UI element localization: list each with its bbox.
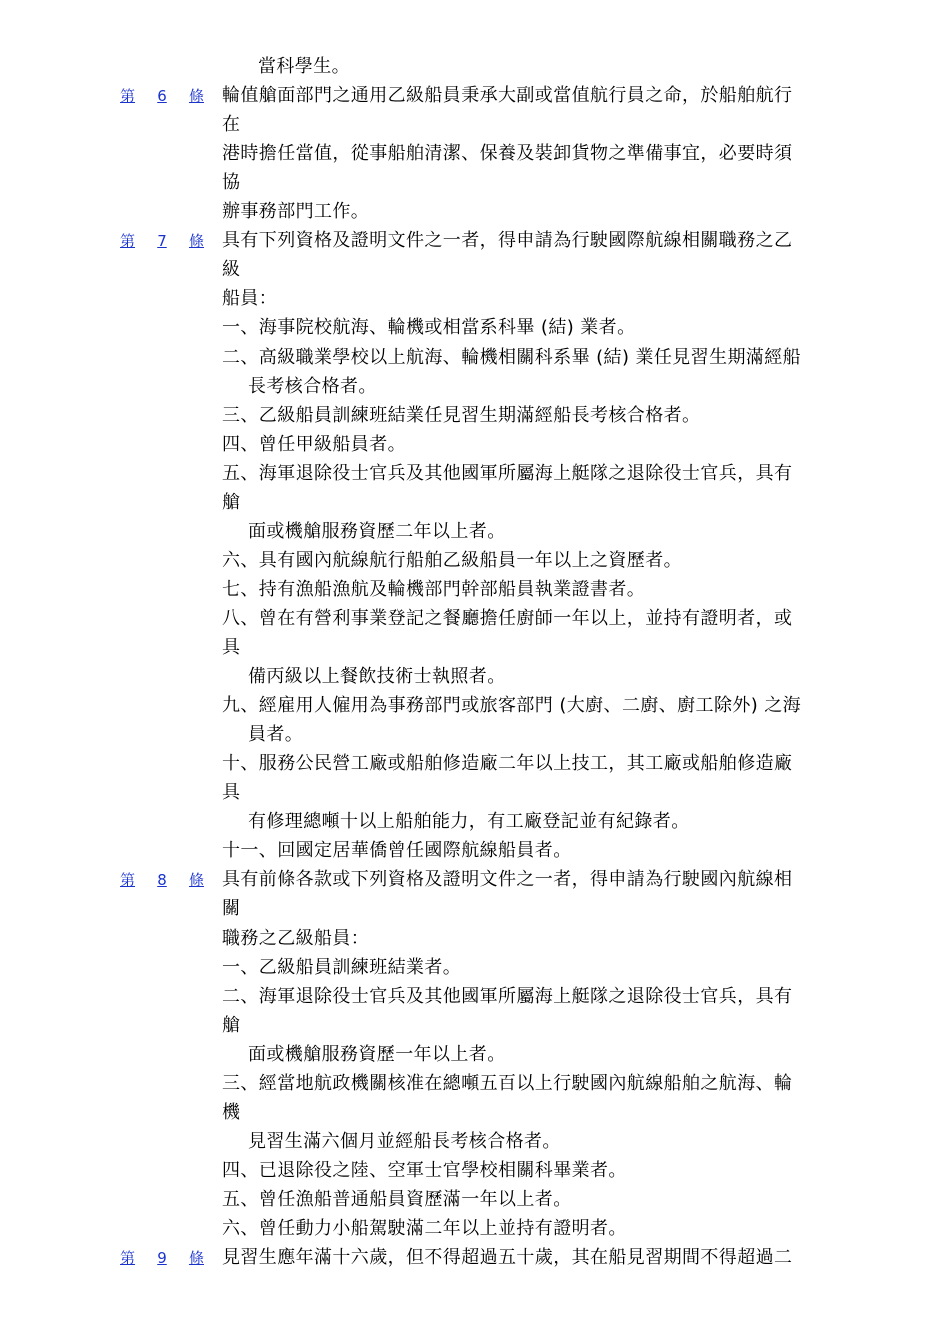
article-label-post: 條 <box>188 1249 204 1268</box>
art8-line: 三、經當地航政機關核准在總噸五百以上行駛國內航線船舶之航海、輪 <box>222 1072 793 1094</box>
cont-line: 當科學生。 <box>258 56 350 77</box>
art8-line: 面或機艙服務資歷一年以上者。 <box>248 1043 506 1065</box>
art7-line: 船員： <box>222 288 278 310</box>
art7-line: 十一、回國定居華僑曾任國際航線船員者。 <box>222 840 572 862</box>
article-label-pre: 第 <box>120 232 136 251</box>
art8-line: 職務之乙級船員： <box>222 927 370 949</box>
art6-line: 辦事務部門工作。 <box>222 201 370 223</box>
art8-line: 五、曾任漁船普通船員資歷滿一年以上者。 <box>222 1188 572 1210</box>
art8-line: 見習生滿六個月並經船長考核合格者。 <box>248 1130 561 1152</box>
article-7-link[interactable] <box>120 230 204 252</box>
art6-line: 輪值艙面部門之通用乙級船員秉承大副或當值航行員之命，於船舶航行 <box>222 85 793 107</box>
art7-line: 面或機艙服務資歷二年以上者。 <box>248 520 506 542</box>
article-label-post: 條 <box>188 232 204 251</box>
art7-line: 一、海事院校航海、輪機或相當系科畢 (結) 業者。 <box>222 317 636 339</box>
article-label-num: 8 <box>157 871 167 890</box>
art7-line: 艙 <box>222 491 241 513</box>
art7-line: 五、海軍退除役士官兵及其他國軍所屬海上艇隊之退除役士官兵，具有 <box>222 462 793 484</box>
art8-line: 艙 <box>222 1014 241 1036</box>
art7-line: 七、持有漁船漁航及輪機部門幹部船員執業證書者。 <box>222 578 646 600</box>
article-8-link[interactable] <box>120 869 204 891</box>
article-label-pre: 第 <box>120 87 136 106</box>
art7-line: 備丙級以上餐飲技術士執照者。 <box>248 666 506 688</box>
article-label-num: 6 <box>157 87 167 106</box>
art7-line: 六、具有國內航線航行船舶乙級船員一年以上之資歷者。 <box>222 549 682 571</box>
art7-line: 有修理總噸十以上船舶能力，有工廠登記並有紀錄者。 <box>248 811 690 833</box>
art7-line: 九、經雇用人僱用為事務部門或旅客部門 (大廚、二廚、廚工除外) 之海 <box>222 695 802 717</box>
art7-line: 級 <box>222 259 241 281</box>
article-label-pre: 第 <box>120 1249 136 1268</box>
article-label-post: 條 <box>188 871 204 890</box>
art8-line: 六、曾任動力小船駕駛滿二年以上並持有證明者。 <box>222 1218 627 1239</box>
art7-line: 具有下列資格及證明文件之一者，得申請為行駛國際航線相關職務之乙 <box>222 230 793 252</box>
art7-line: 八、曾在有營利事業登記之餐廳擔任廚師一年以上，並持有證明者，或 <box>222 607 793 629</box>
article-label-pre: 第 <box>120 871 136 890</box>
art6-line: 港時擔任當值，從事船舶清潔、保養及裝卸貨物之準備事宜，必要時須 <box>222 143 793 165</box>
art6-line: 協 <box>222 172 241 194</box>
art8-line: 關 <box>222 898 241 920</box>
art8-line: 一、乙級船員訓練班結業者。 <box>222 956 462 978</box>
art7-line: 十、服務公民營工廠或船舶修造廠二年以上技工，其工廠或船舶修造廠 <box>222 753 793 775</box>
art8-line: 機 <box>222 1101 241 1123</box>
art7-line: 三、乙級船員訓練班結業任見習生期滿經船長考核合格者。 <box>222 404 701 426</box>
article-9-link[interactable] <box>120 1247 204 1269</box>
art7-line: 長考核合格者。 <box>248 375 377 397</box>
article-6-link[interactable] <box>120 85 204 107</box>
art6-line: 在 <box>222 114 241 136</box>
art8-line: 四、已退除役之陸、空軍士官學校相關科畢業者。 <box>222 1159 627 1181</box>
article-label-num: 7 <box>157 232 167 251</box>
article-label-num: 9 <box>157 1249 167 1268</box>
art9-line: 見習生應年滿十六歲，但不得超過五十歲，其在船見習期間不得超過二 <box>222 1247 793 1269</box>
art7-line: 具 <box>222 637 241 658</box>
art7-line: 員者。 <box>248 724 304 746</box>
art8-line: 具有前條各款或下列資格及證明文件之一者，得申請為行駛國內航線相 <box>222 869 793 891</box>
article-label-post: 條 <box>188 87 204 106</box>
art7-line: 二、高級職業學校以上航海、輪機相關科系畢 (結) 業任見習生期滿經船 <box>222 346 802 368</box>
art8-line: 二、海軍退除役士官兵及其他國軍所屬海上艇隊之退除役士官兵，具有 <box>222 985 793 1007</box>
art7-line: 具 <box>222 782 241 804</box>
art7-line: 四、曾任甲級船員者。 <box>222 433 406 455</box>
